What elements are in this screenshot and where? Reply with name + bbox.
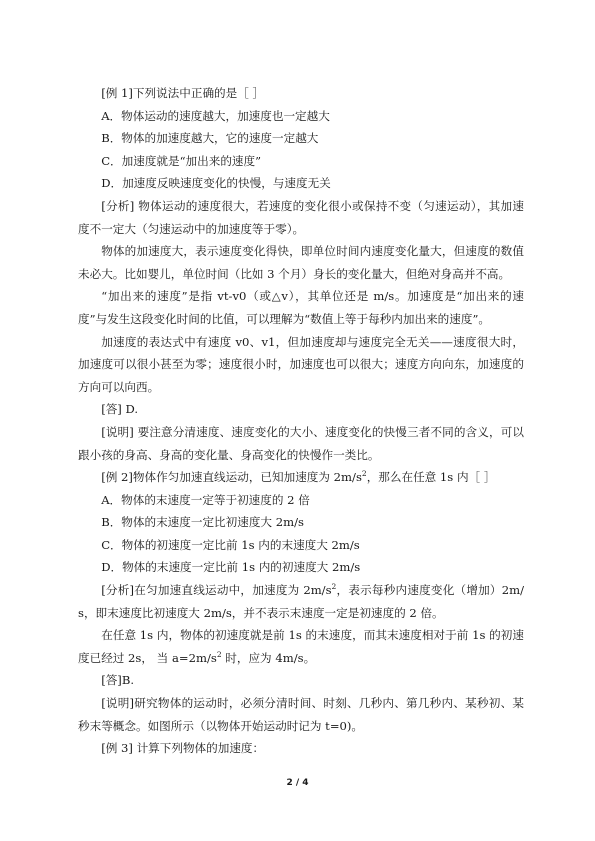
ex2-analysis-2-tail: 时，应为 4m/s。 [221, 650, 316, 665]
ex2-option-c: C．物体的初速度一定比前 1s 内的末速度大 2m/s [101, 537, 360, 552]
ex2-answer: [答]B. [101, 673, 135, 688]
ex1-note: [说明] 要注意分清速度、速度变化的大小、速度变化的快慢三者不同的含义，可以跟小孩的身高、身高的变化量、身高变化的快慢作一类比。 [78, 424, 524, 462]
ex2-analysis-2-text: 在任意 1s 内，物体的初速度就是前 1s 的末速度，而其末速度相对于前 1s 的初速度已经过 2s， 当 a=2m/s [78, 628, 524, 665]
ex3-question: [例 3] 计算下列物体的加速度： [101, 741, 265, 756]
page-number: 2 / 4 [286, 778, 309, 788]
ex2-note: [说明]研究物体的运动时，必须分清时间、时刻、几秒内、第几秒内、某秒初、某秒末等概念。如图所示（以物体开始运动时记为 t=0)。 [78, 696, 524, 733]
ex1-analysis-2: 物体的加速度大，表示速度变化得快，即单位时间内速度变化量大，但速度的数值未必大。比如婴儿，单位时间（比如 3 个月）身长的变化量大，但绝对身高并不高。 [78, 244, 524, 281]
ex2-option-b: B．物体的末速度一定比初速度大 2m/s [101, 515, 304, 530]
ex1-option-b: B．物体的加速度越大，它的速度一定越大 [101, 131, 319, 146]
ex2-option-d: D．物体的末速度一定比前 1s 内的初速度大 2m/s [101, 560, 361, 575]
ex2-question-tail: ，那么在任意 1s 内［ ］ [366, 470, 496, 485]
ex1-question: [例 1]下列说法中正确的是［ ］ [101, 86, 265, 100]
ex2-analysis-1-tail: ，表示每秒内速度变化（增加）2m/s，即末速度比初速度大 2m/s，并不表示末速度一定是初速度的 2 倍。 [78, 583, 524, 620]
ex1-answer: [答] D. [101, 402, 139, 417]
ex2-option-a: A．物体的末速度一定等于初速度的 2 倍 [101, 492, 310, 507]
ex2-analysis-1 [78, 579, 524, 624]
ex1-option-c: C．加速度就是“加出来的速度” [101, 153, 262, 168]
ex2-analysis-2 [78, 624, 524, 669]
ex1-analysis-1: [分析] 物体运动的速度很大，若速度的变化很小或保持不变（匀速运动），其加速度不一定大（匀速运动中的加速度等于零）。 [78, 198, 524, 236]
ex2-question [78, 466, 524, 489]
ex1-analysis-4: 加速度的表达式中有速度 v0、v1，但加速度却与速度完全无关——速度很大时，加速度可以很小甚至为零；速度很小时，加速度也可以很大；速度方向向东，加速度的方向可以向西。 [78, 334, 524, 394]
document-body [78, 82, 524, 760]
ex1-option-a: A．物体运动的速度越大，加速度也一定越大 [101, 108, 330, 123]
ex2-question-text: [例 2]物体作匀加速直线运动，已知加速度为 2m/s [101, 470, 362, 485]
ex2-question-superscript: 2 [361, 469, 367, 479]
ex2-analysis-2-superscript: 2 [216, 649, 222, 659]
ex1-analysis-3: “加出来的速度”是指 vt-v0（或△v），其单位还是 m/s。加速度是“加出来的速度”与发生这段变化时间的比值，可以理解为“数值上等于每秒内加出来的速度”。 [78, 289, 524, 326]
ex2-analysis-1-text: [分析]在匀加速直线运动中，加速度为 2m/s [101, 583, 332, 598]
ex1-option-d: D．加速度反映速度变化的快慢，与速度无关 [101, 176, 331, 191]
ex2-analysis-1-superscript: 2 [331, 582, 337, 592]
